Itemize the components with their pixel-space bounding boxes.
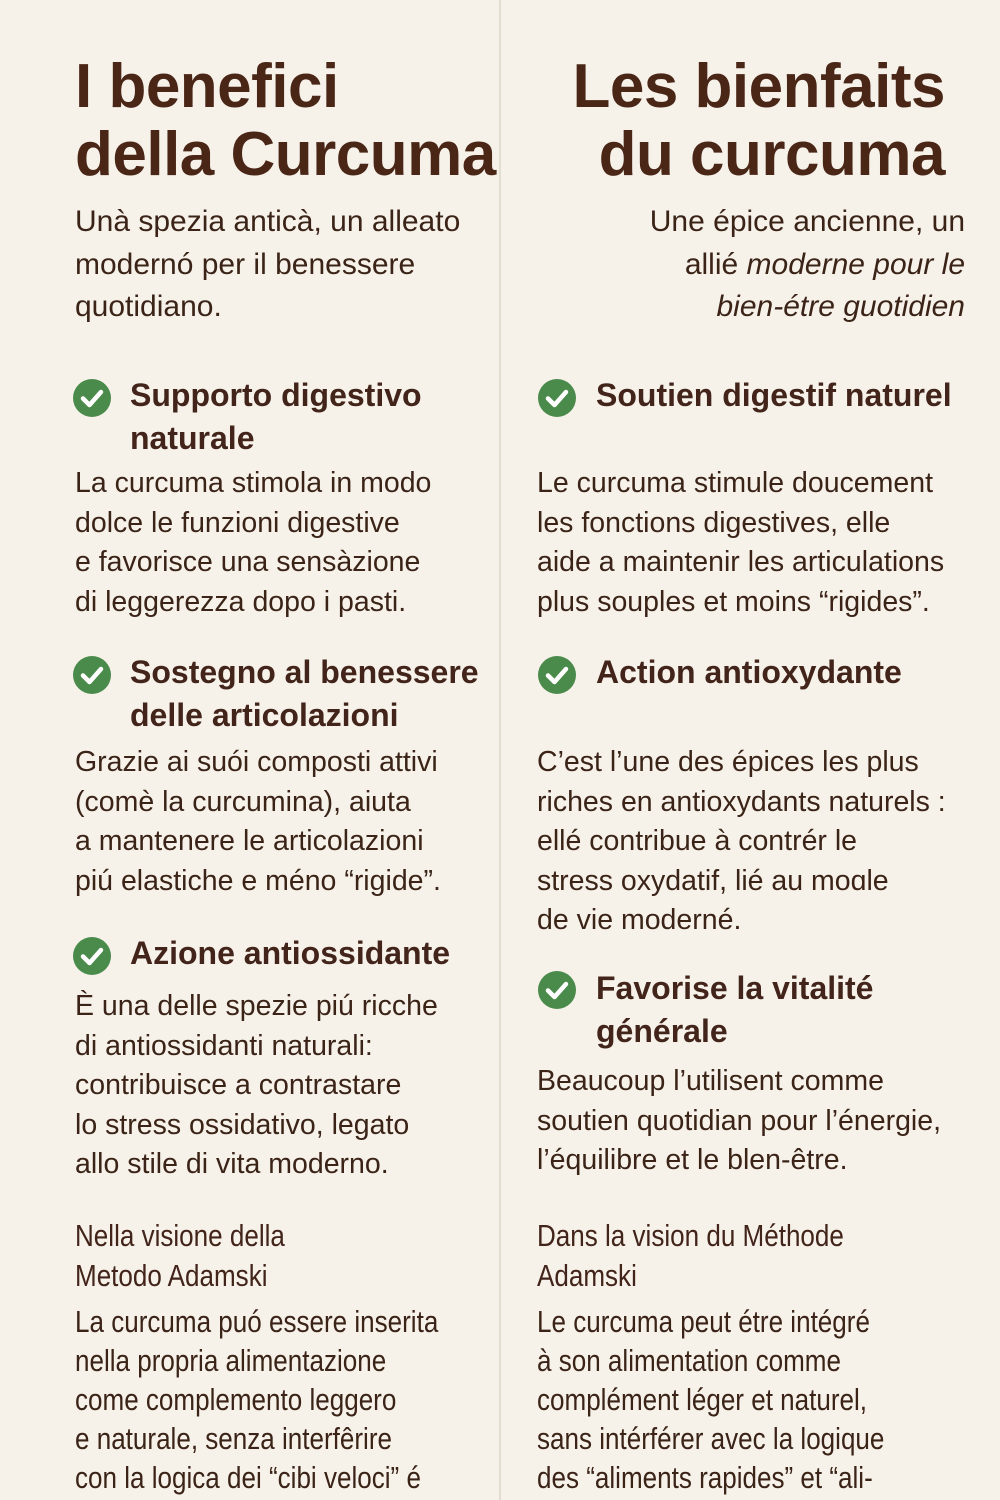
text-line: Metodo Adamski (75, 1258, 268, 1293)
text-line: à son alimentation comme (537, 1343, 841, 1378)
text-line: nella propria alimentazione (75, 1343, 387, 1378)
text-line: Dans la vision du Méthode (537, 1218, 844, 1253)
method-body (75, 1302, 438, 1497)
benefit-body (75, 743, 441, 901)
text-line: l’équilibre et le blen-être. (537, 1144, 848, 1176)
subtitle-italic-text: moderne pour le (746, 247, 965, 281)
benefit-body (537, 1062, 941, 1181)
text-line: des “aliments rapides” et “ali- (537, 1460, 873, 1495)
text-line: come complemento leggero (75, 1382, 397, 1417)
french-subtitle (650, 201, 965, 329)
text-line: générale (596, 1013, 728, 1049)
text-line: stress oxydatif, lié au moɑle (537, 864, 889, 897)
text-line: e favorisce una sensàzione (75, 546, 421, 578)
benefit-heading (596, 967, 873, 1053)
text-line: Beaucoup l’utilisent comme (537, 1065, 884, 1097)
text-line: C’est l’une des épices les plus (537, 746, 919, 778)
check-circle-icon (538, 379, 576, 417)
text-line: Supporto digestivo (130, 377, 422, 413)
text-line: a mantenere le articolazioni (75, 825, 424, 857)
text-line: ellé contribue à contrér le (537, 825, 858, 857)
text-line: lo stress ossidativo, legato (75, 1108, 410, 1141)
check-circle-icon (73, 656, 111, 694)
text-line: naturale (130, 420, 255, 456)
text-line: di antiossidanti naturali: (75, 1029, 373, 1062)
text-line: Adamski (537, 1258, 637, 1293)
text-line: allo stile di vita moderno. (75, 1148, 389, 1180)
text-line: La curcuma stimola in modo (75, 467, 432, 499)
text-line: du curcuma (598, 120, 945, 189)
italian-title (75, 53, 496, 189)
subtitle-text: allié (684, 247, 747, 281)
subtitle-line (650, 244, 965, 287)
text-line: Sostegno al benessere (130, 654, 479, 690)
column-divider (499, 0, 501, 1500)
benefit-heading (130, 651, 479, 737)
text-line: delle articolazioni (130, 697, 399, 733)
italian-subtitle (75, 201, 460, 329)
text-line: aide a maintenir les articulations (537, 546, 945, 578)
text-line: riches en antioxydants naturels : (537, 785, 946, 818)
benefit-heading (596, 374, 952, 417)
text-line: complément léger et naturel, (537, 1382, 868, 1417)
text-line: les fonctions digestives, elle (537, 506, 891, 539)
text-line: con la logica dei “cibi veloci” é (75, 1460, 421, 1495)
check-circle-icon (538, 656, 576, 694)
text-line: soutien quotidian pour l’énergie, (537, 1104, 942, 1137)
text-line: Grazie ai suói composti attivi (75, 746, 438, 778)
benefit-heading (596, 651, 902, 694)
text-line: Unà spezia anticà, un alleato (75, 205, 461, 238)
text-line: modernó per il benessere (75, 247, 416, 281)
subtitle-line: Une épice ancienne, un (649, 205, 965, 238)
text-line: Action antioxydante (596, 654, 902, 690)
benefit-heading (130, 932, 450, 975)
method-heading (537, 1216, 844, 1296)
text-line: quotidiano. (75, 290, 222, 323)
benefit-body (75, 464, 431, 622)
text-line: di leggerezza dopo i pasti. (75, 585, 407, 618)
text-line: Favorise la vitalité (596, 970, 874, 1006)
text-line: sans intérférer avec la logique (537, 1421, 885, 1456)
text-line: Azione antiossidante (130, 935, 451, 971)
method-heading (75, 1216, 285, 1296)
text-line: È una delle spezie piú ricche (75, 990, 438, 1022)
text-line: e naturale, senza interfêrire (75, 1421, 392, 1456)
text-line: Le curcuma peut étre intégré (537, 1304, 870, 1339)
text-line: La curcuma puó essere inserita (75, 1304, 439, 1339)
check-circle-icon (538, 971, 576, 1009)
text-line: Soutien digestif naturel (596, 377, 952, 413)
text-line: de vie moderné. (537, 904, 742, 936)
text-line: piú elastiche e méno “rigide”. (75, 864, 441, 897)
text-line: plus souples et moins “rigides”. (537, 585, 930, 618)
benefit-body (537, 464, 944, 622)
french-title (573, 53, 946, 189)
benefit-body (75, 987, 438, 1185)
text-line: (comè la curcumina), aiuta (75, 785, 411, 818)
method-body (537, 1302, 884, 1497)
text-line: contribuisce a contrastare (75, 1069, 402, 1101)
text-line: Nella visione della (75, 1218, 285, 1253)
benefit-body (537, 743, 946, 941)
text-line: della Curcuma (75, 120, 496, 189)
check-circle-icon (73, 937, 111, 975)
text-line: dolce le funzioni digestive (75, 506, 400, 539)
text-line: I benefici (75, 52, 339, 121)
text-line: Les bienfaits (572, 52, 945, 121)
text-line: Le curcuma stimule doucement (537, 467, 934, 499)
check-circle-icon (73, 379, 111, 417)
subtitle-line: bien-étre guotidien (716, 290, 965, 323)
benefit-heading (130, 374, 422, 460)
